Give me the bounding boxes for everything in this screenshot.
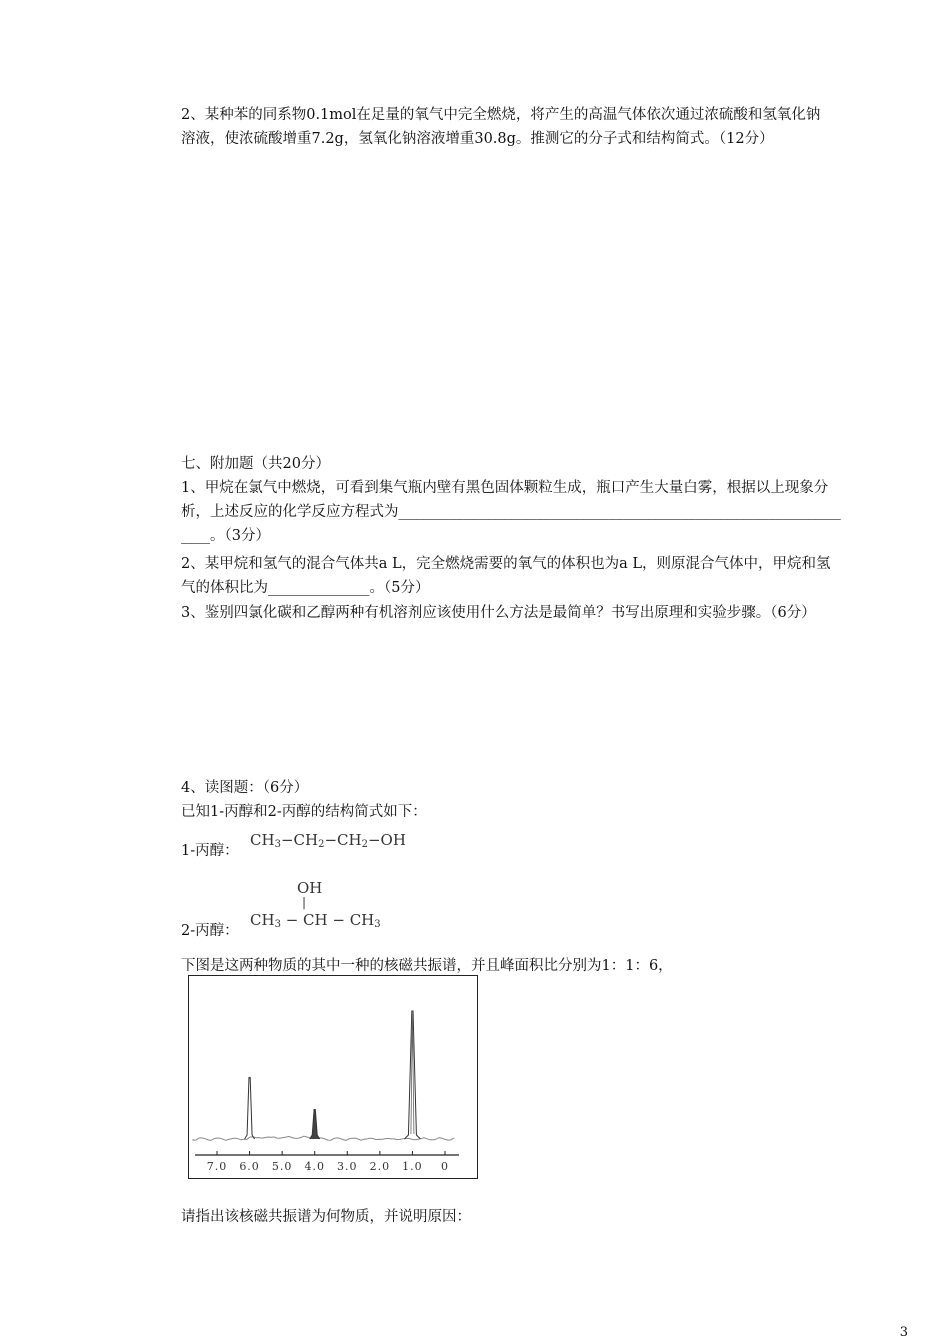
- nmr-tick-label-1: 6.0: [239, 1160, 260, 1173]
- section7-title: 七、附加题（共20分）: [181, 456, 330, 472]
- page-number: 3: [899, 1325, 908, 1340]
- s7q1-line1: 1、甲烷在氯气中燃烧，可看到集气瓶内壁有黑色固体颗粒生成，瓶口产生大量白雾，根据以上现象分: [181, 480, 829, 496]
- nmr-baseline: [193, 1136, 454, 1140]
- nmr-spectrum: [188, 975, 478, 1179]
- q2-line2: 溶液，使浓硫酸增重7.2g，氢氧化钠溶液增重30.8g。推测它的分子式和结构简式。（12分）: [181, 131, 774, 147]
- nmr-peak-1: [310, 1110, 320, 1139]
- nmr-tick-label-0: 7.0: [206, 1160, 228, 1173]
- s7q1-line3: ____。（3分）: [181, 528, 270, 544]
- nmr-intro: 下图是这两种物质的其中一种的核磁共振谱，并且峰面积比分别为1：1：6，: [181, 958, 673, 974]
- nmr-spectrum-svg: [189, 976, 476, 1177]
- nmr-tick-label-4: 3.0: [337, 1160, 358, 1173]
- s7q2-line1: 2、某甲烷和氢气的混合气体共a L，完全燃烧需要的氧气的体积也为a L，则原混合气体中，甲烷和氢: [181, 556, 831, 572]
- formula-2-propanol: $CH_3$ − CH − $CH_3$: [250, 911, 381, 930]
- nmr-tick-label-7: 0: [441, 1160, 449, 1173]
- s7q4-title: 4、读图题：（6分）: [181, 780, 309, 796]
- nmr-tick-label-3: 4.0: [304, 1160, 325, 1173]
- nmr-tick-label-6: 1.0: [402, 1160, 423, 1173]
- nmr-peak-0: [245, 1078, 255, 1139]
- s7q2-line2: 气的体积比为______________。（5分）: [181, 580, 430, 596]
- label-2-propanol: 2-丙醇：: [181, 923, 239, 939]
- s7q3: 3、鉴别四氯化碳和乙醇两种有机溶剂应该使用什么方法是最简单？书写出原理和实验步骤。（6分）: [181, 605, 816, 621]
- s7q4-question: 请指出该核磁共振谱为何物质，并说明原因：: [181, 1209, 471, 1225]
- s7q4-intro: 已知1-丙醇和2-丙醇的结构简式如下：: [181, 804, 427, 820]
- nmr-tick-label-5: 2.0: [369, 1160, 391, 1173]
- q2-line1: 2、某种苯的同系物0.1mol在足量的氧气中完全燃烧，将产生的高温气体依次通过浓硫酸和氢氧化钠: [181, 107, 821, 123]
- formula-2-propanol-oh: OH: [297, 879, 323, 897]
- nmr-tick-label-2: 5.0: [271, 1160, 293, 1173]
- label-1-propanol: 1-丙醇：: [181, 843, 239, 859]
- formula-2-propanol-bond: |: [302, 895, 307, 909]
- s7q1-line2: 析，上述反应的化学反应方程式为_____________________________________________________________: [181, 504, 841, 520]
- formula-1-propanol: $CH_3-CH_2-CH_2-OH$: [250, 831, 406, 850]
